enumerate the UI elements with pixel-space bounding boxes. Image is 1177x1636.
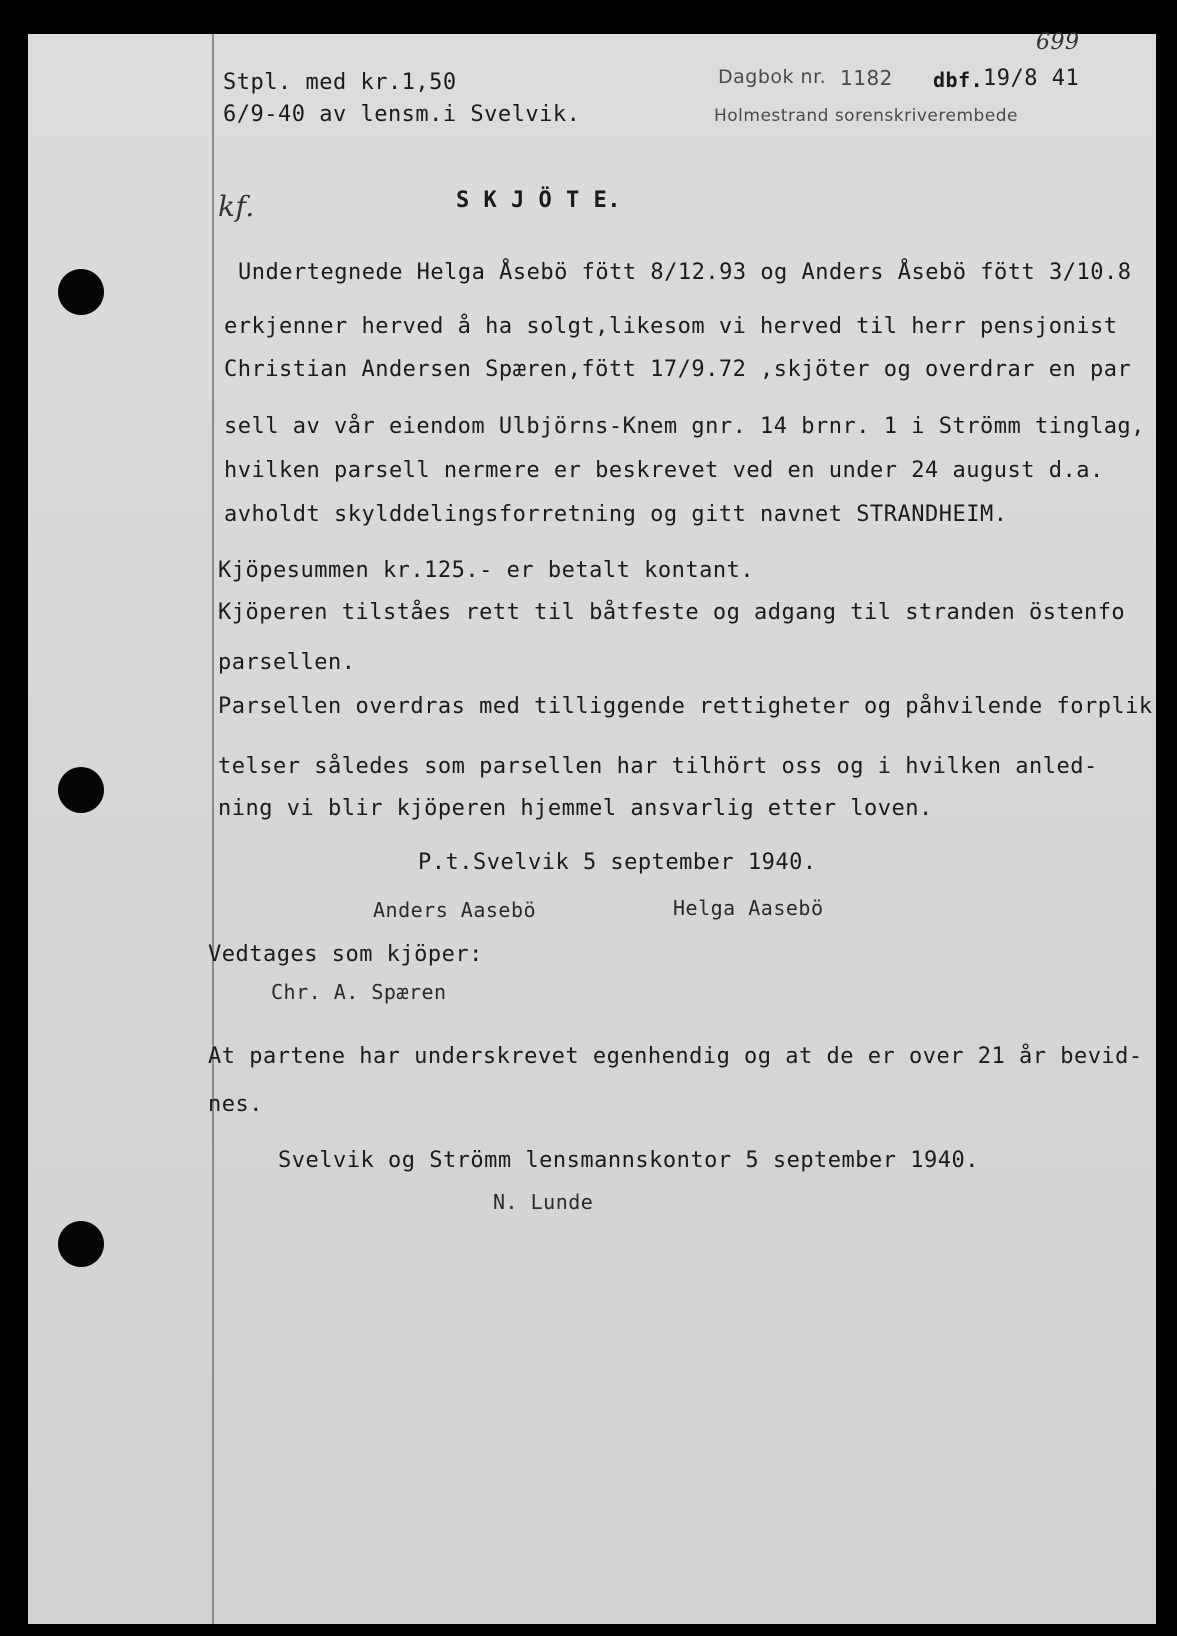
attestation-line: nes. <box>208 1092 263 1117</box>
body-line: hvilken parsell nermere er beskrevet ved en under 24 august d.a. <box>224 458 1104 483</box>
stamp-line-1: Stpl. med kr.1,50 <box>223 70 457 95</box>
body-line: avholdt skylddelingsforretning og gitt navnet STRANDHEIM. <box>224 502 1008 527</box>
body-line: Kjöpesummen kr.125.- er betalt kontant. <box>218 558 755 583</box>
body-line: Christian Andersen Spæren,fött 17/9.72 ,skjöter og overdrar en par <box>224 357 1132 382</box>
page-number: 699 <box>1036 30 1080 55</box>
signature-helga: Helga Aasebö <box>673 896 824 920</box>
dagbok-label: Dagbok nr. <box>718 66 827 88</box>
buyer-signature: Chr. A. Spæren <box>271 980 447 1004</box>
punch-hole <box>58 269 104 315</box>
dagbok-number: 1182 <box>840 66 893 90</box>
margin-note: kf. <box>218 190 255 223</box>
place-date: P.t.Svelvik 5 september 1940. <box>418 850 817 875</box>
body-line: parsellen. <box>218 650 356 675</box>
acceptance-label: Vedtages som kjöper: <box>208 942 483 967</box>
body-line: telser således som parsellen har tilhört oss og i hvilken anled- <box>218 754 1098 779</box>
office-stamp: Holmestrand sorenskriverembede <box>714 106 1018 126</box>
body-line: Parsellen overdras med tilliggende rettigheter og påhvilende forplik <box>218 694 1153 719</box>
punch-hole <box>58 767 104 813</box>
attestation-line: At partene har underskrevet egenhendig og at de er over 21 år bevid- <box>208 1044 1143 1069</box>
body-line: Kjöperen tilståes rett til båtfeste og adgang til stranden östenfo <box>218 600 1126 625</box>
dbf-mark: dbf. <box>933 68 984 92</box>
punch-hole <box>58 1221 104 1267</box>
body-line: erkjenner herved å ha solgt,likesom vi herved til herr pensjonist <box>224 314 1118 339</box>
document-page <box>28 30 1156 1624</box>
body-line: sell av vår eiendom Ulbjörns-Knem gnr. 14 brnr. 1 i Strömm tinglag, <box>224 414 1145 439</box>
document-title: S K J Ö T E. <box>456 188 621 213</box>
signature-anders: Anders Aasebö <box>373 898 537 922</box>
body-line: Undertegnede Helga Åsebö fött 8/12.93 og Anders Åsebö fött 3/10.8 <box>238 260 1132 285</box>
margin-line <box>212 34 214 1624</box>
stamp-line-2: 6/9-40 av lensm.i Svelvik. <box>223 102 581 127</box>
officer-signature: N. Lunde <box>493 1190 594 1214</box>
body-line: ning vi blir kjöperen hjemmel ansvarlig etter loven. <box>218 796 933 821</box>
office-line: Svelvik og Strömm lensmannskontor 5 september 1940. <box>278 1148 980 1173</box>
dagbok-date: 19/8 41 <box>983 66 1080 91</box>
